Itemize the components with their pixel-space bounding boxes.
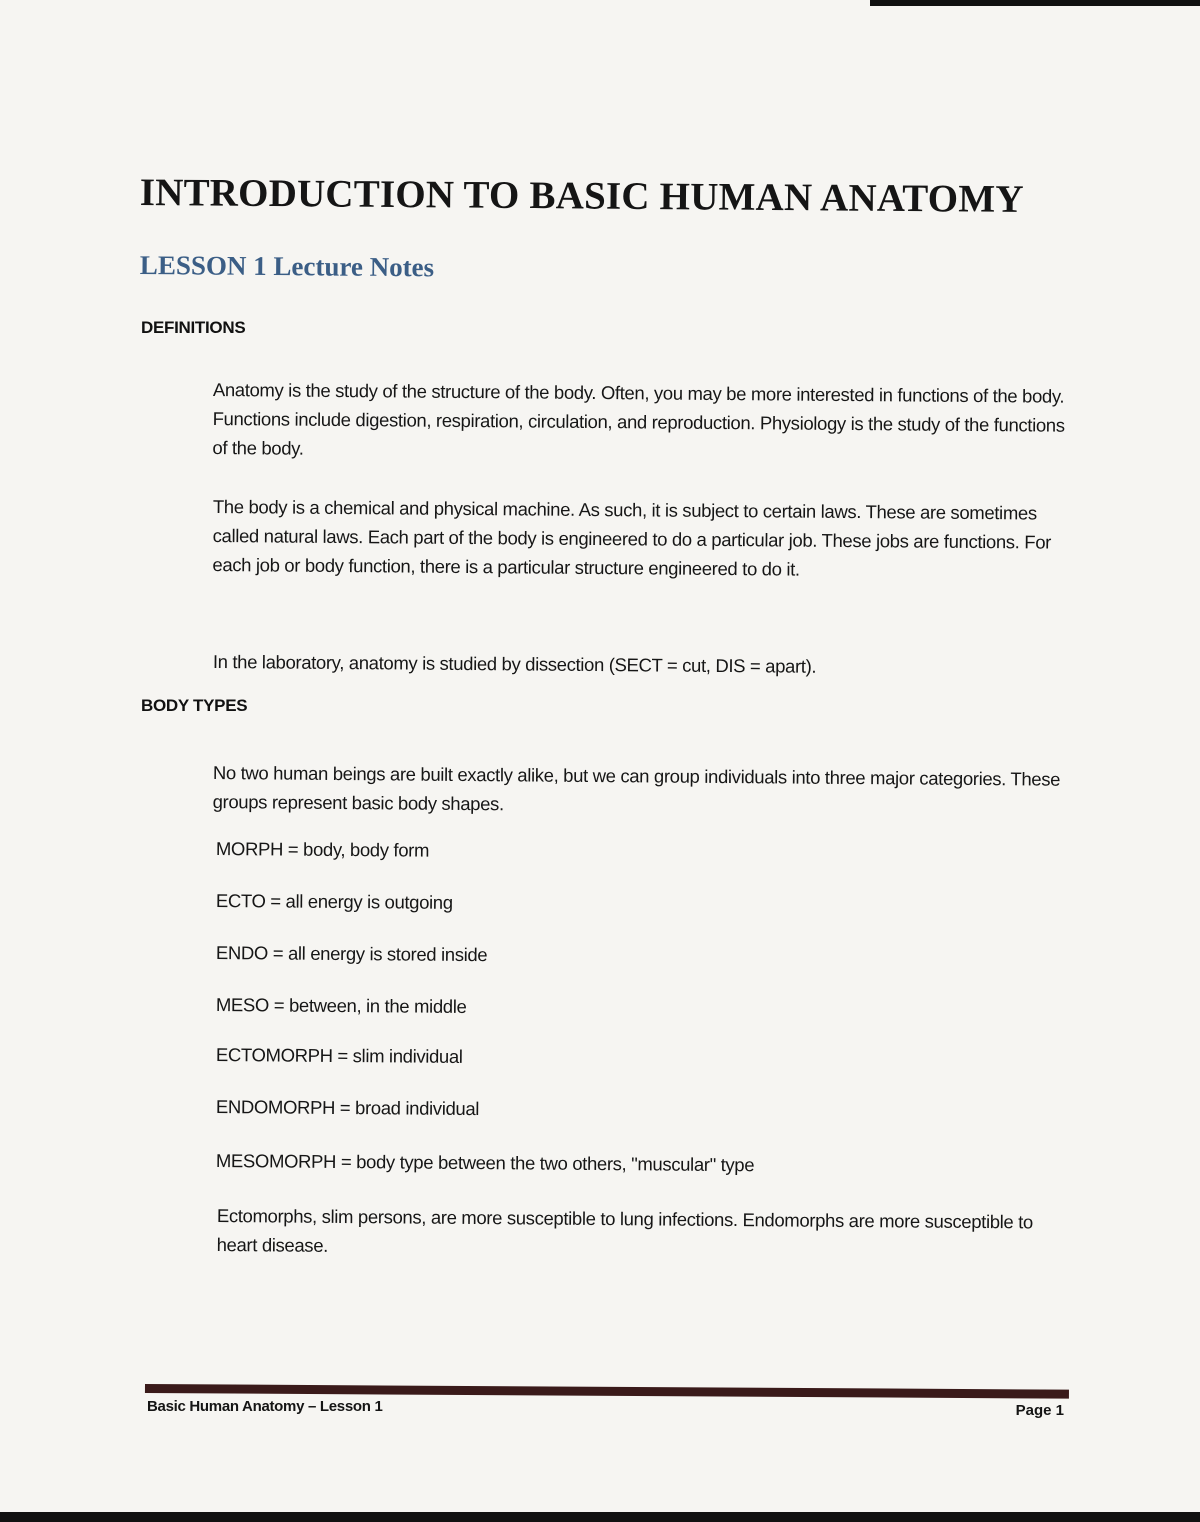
definitions-paragraph-machine: The body is a chemical and physical machine. As such, it is subject to certain laws. These are sometimes called natural laws. Each part of the body is engineered to do a particular job. These jobs are functions. For each job or body function, there is a particular structure engineered to do it.: [212, 495, 1052, 580]
document-subtitle: LESSON 1 Lecture Notes: [139, 250, 435, 283]
document-title: INTRODUCTION TO BASIC HUMAN ANATOMY: [139, 170, 1024, 221]
section-heading-body-types: BODY TYPES: [141, 696, 248, 715]
definitions-paragraph-dissection: In the laboratory, anatomy is studied by dissection (SECT = cut, DIS = apart).: [212, 650, 817, 677]
footer-page-number: Page 1: [1015, 1402, 1064, 1419]
body-types-intro-paragraph: No two human beings are built exactly alike, but we can group individuals into three major categories. These groups represent basic body shapes.: [212, 761, 1061, 815]
section-heading-definitions: DEFINITIONS: [141, 318, 246, 337]
scan-edge-bottom: [0, 1512, 1200, 1522]
term-endo: ENDO = all energy is stored inside: [215, 942, 488, 966]
term-morph: MORPH = body, body form: [215, 838, 430, 861]
footer-rule: [145, 1384, 1069, 1399]
definitions-paragraph-anatomy: Anatomy is the study of the structure of the body. Often, you may be more interested in functions of the body. Functions include digestion, respiration, circulation, and reproduction. Physiology is the study of the functions of the body.: [212, 378, 1065, 459]
footer-document-name: Basic Human Anatomy – Lesson 1: [147, 1398, 383, 1415]
term-ectomorph: ECTOMORPH = slim individual: [215, 1044, 463, 1067]
term-mesomorph: MESOMORPH = body type between the two others, "muscular" type: [215, 1150, 755, 1176]
body-types-closing-paragraph: Ectomorphs, slim persons, are more susceptible to lung infections. Endomorphs are more susceptible to heart disease.: [216, 1204, 1034, 1256]
term-meso: MESO = between, in the middle: [215, 994, 467, 1017]
term-endomorph: ENDOMORPH = broad individual: [215, 1096, 480, 1120]
term-ecto: ECTO = all energy is outgoing: [215, 890, 453, 913]
